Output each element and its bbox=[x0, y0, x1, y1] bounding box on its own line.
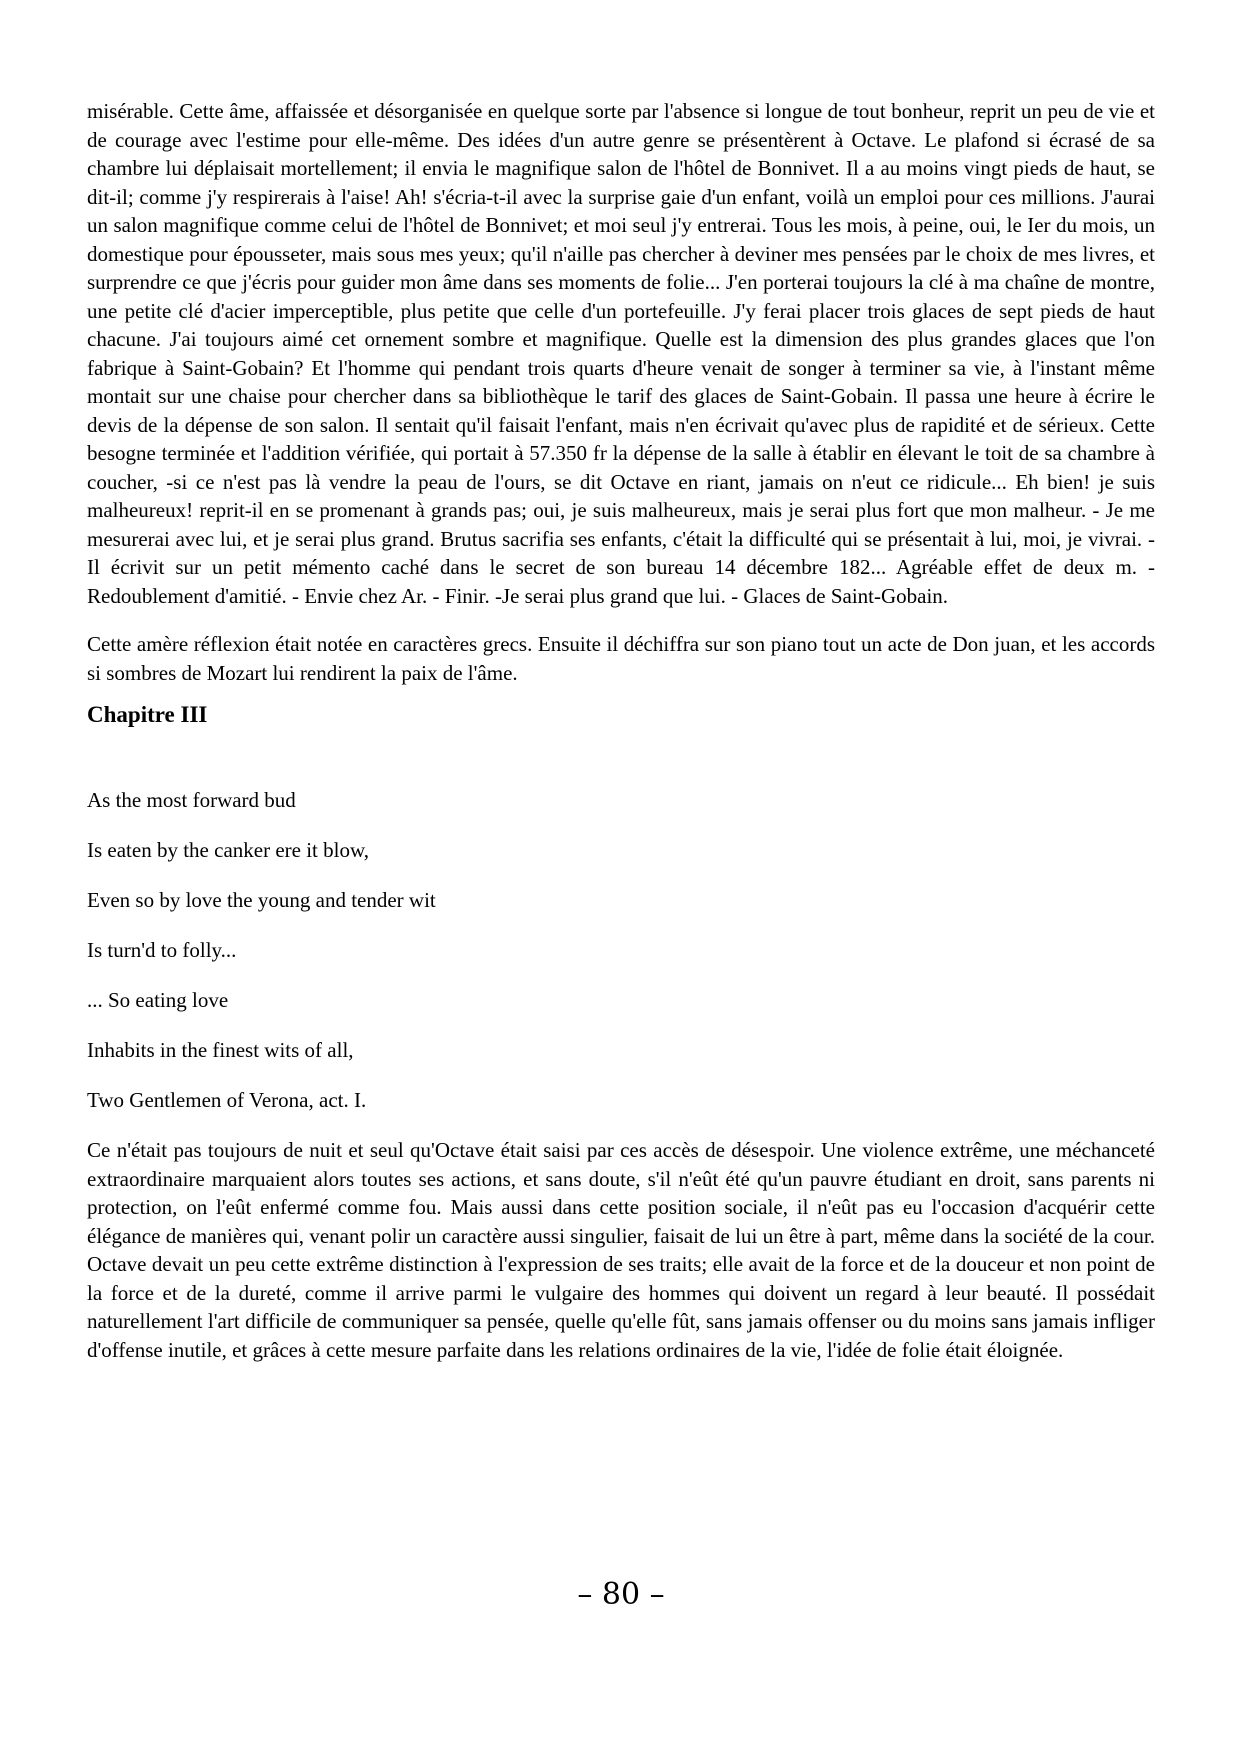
epigraph-line: Is eaten by the canker ere it blow, bbox=[87, 838, 370, 862]
body-paragraph: Ce n'était pas toujours de nuit et seul qu'Octave était saisi par ces accès de désespoir. Une violence extrême, une méchanceté extraordinaire marquaient alors toutes ses actions, et sans doute, s'il n'eût été qu'un pauvre étudiant en droit, sans parents ni protection, on l'eût enfermé comme fou. Mais aussi dans cette position sociale, il n'eût pas eu l'occasion d'acquérir cette élégance de manières qui, venant polir un caractère aussi singulier, faisait de lui un être à part, même dans la société de la cour. Octave devait un peu cette extrême distinction à l'expression de ses traits; elle avait de la force et de la douceur et non point de la force et de la dureté, comme il arrive parmi le vulgaire des hommes qui doivent un regard à leur beauté. Il possédait naturellement l'art difficile de communiquer sa pensée, quelle qu'elle fût, sans jamais offenser ou du moins sans jamais infliger d'offense inutile, et grâces à cette mesure parfaite dans les relations ordinaires de la vie, l'idée de folie était éloignée. bbox=[87, 1138, 1155, 1362]
body-paragraph: misérable. Cette âme, affaissée et désorganisée en quelque sorte par l'absence si longue de tout bonheur, reprit un peu de vie et de courage avec l'estime pour elle-même. Des idées d'un autre genre se présentèrent à Octave. Le plafond si écrasé de sa chambre lui déplaisait mortellement; il envia le magnifique salon de l'hôtel de Bonnivet. Il a au moins vingt pieds de haut, se dit-il; comme j'y respirerais à l'aise! Ah! s'écria-t-il avec la surprise gaie d'un enfant, voilà un emploi pour ces millions. J'aurai un salon magnifique comme celui de l'hôtel de Bonnivet; et moi seul j'y entrerai. Tous les mois, à peine, oui, le Ier du mois, un domestique pour épousseter, mais sous mes yeux; qu'il n'aille pas chercher à deviner mes pensées par le choix de mes livres, et surprendre ce que j'écris pour guider mon âme dans ses moments de folie... J'en porterai toujours la clé à ma chaîne de montre, une petite clé d'acier imperceptible, plus petite que celle d'un portefeuille. J'y ferai placer trois glaces de sept pieds de haut chacune. J'ai toujours aimé cet ornement sombre et magnifique. Quelle est la dimension des plus grandes glaces que l'on fabrique à Saint-Gobain? Et l'homme qui pendant trois quarts d'heure venait de songer à terminer sa vie, à l'instant même montait sur une chaise pour chercher dans sa bibliothèque le tarif des glaces de Saint-Gobain. Il passa une heure à écrire le devis de la dépense de son salon. Il sentait qu'il faisait l'enfant, mais n'en écrivait qu'avec plus de rapidité et de sérieux. Cette besogne terminée et l'addition vérifiée, qui portait à 57.350 fr la dépense de la salle à établir en élevant le toit de sa chambre à coucher, -si ce n'est pas là vendre la peau de l'ours, se dit Octave en riant, jamais on n'eut ce ridicule... Eh bien! je suis malheureux! reprit-il en se promenant à grands pas; oui, je suis malheureux, mais je serai plus fort que mon malheur. - Je me mesurerai avec lui, et je serai plus grand. Brutus sacrifia ses enfants, c'était la difficulté qui se présentait à lui, moi, je vivrai. - Il écrivit sur un petit mémento caché dans le secret de son bureau 14 décembre 182... Agréable effet de deux m. - Redoublement d'amitié. - Envie chez Ar. - Finir. -Je serai plus grand que lui. - Glaces de Saint-Gobain. bbox=[87, 99, 1155, 608]
epigraph-source: Two Gentlemen of Verona, act. I. bbox=[87, 1088, 367, 1112]
epigraph-line: Even so by love the young and tender wit bbox=[87, 888, 436, 912]
page-number: – 80 – bbox=[577, 1577, 665, 1612]
epigraph-line: Inhabits in the finest wits of all, bbox=[87, 1038, 354, 1062]
page-body bbox=[87, 97, 1155, 1364]
body-paragraph: Cette amère réflexion était notée en caractères grecs. Ensuite il déchiffra sur son piano tout un acte de Don juan, et les accords si sombres de Mozart lui rendirent la paix de l'âme. bbox=[87, 632, 1155, 685]
epigraph bbox=[87, 786, 1155, 1114]
chapter-heading: Chapitre III bbox=[87, 702, 208, 727]
epigraph-line: Is turn'd to folly... bbox=[87, 938, 237, 962]
epigraph-line: As the most forward bud bbox=[87, 788, 296, 812]
epigraph-line: ... So eating love bbox=[87, 988, 229, 1012]
